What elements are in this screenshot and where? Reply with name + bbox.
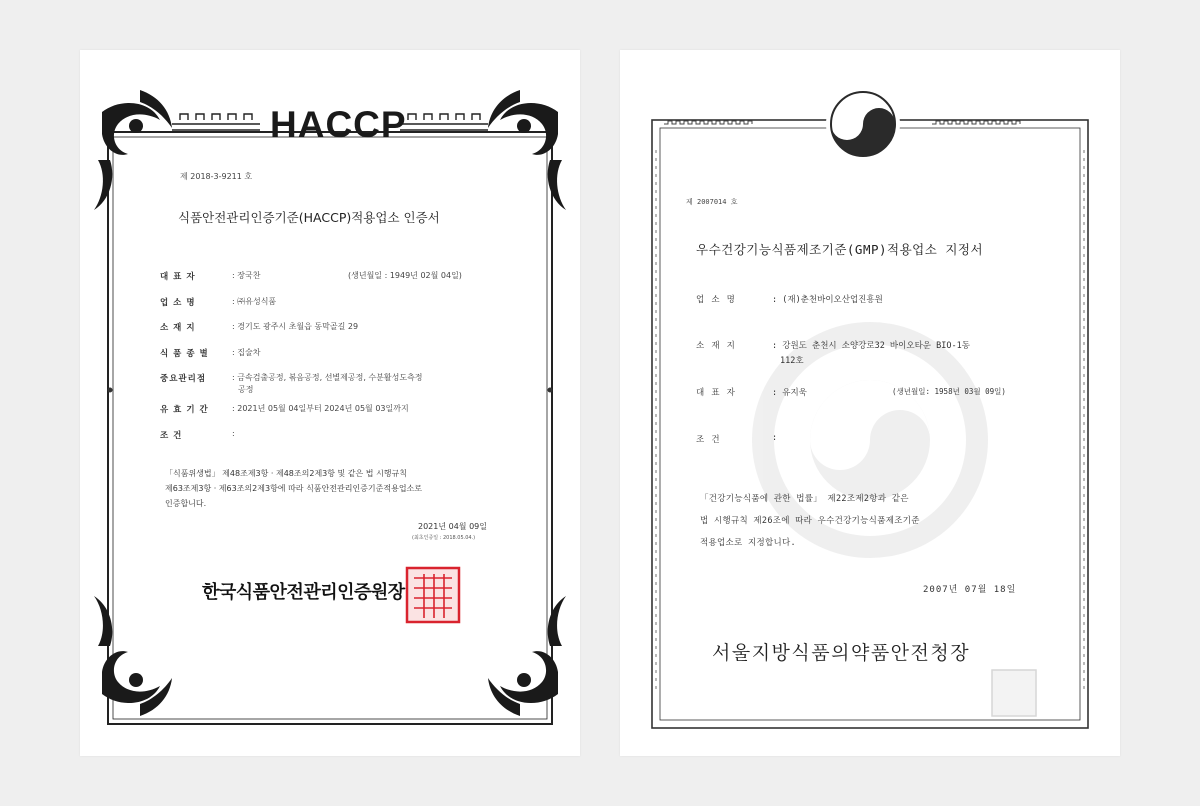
- field-value-business-name: : (재)춘천바이오산업진흥원: [772, 295, 883, 305]
- field-label-business-name: 업 소 명: [160, 298, 196, 308]
- field-value-conditions: :: [772, 433, 778, 443]
- body-text-line: 「식품위생법」 제48조제3항 · 제48조의2제3항 및 같은 법 시행규칙: [165, 469, 407, 478]
- issuer-name: 서울지방식품의약품안전청장: [712, 642, 971, 664]
- field-value-conditions: :: [232, 429, 235, 438]
- gmp-certificate: [620, 50, 1120, 756]
- field-value-address: : 경기도 광주시 초월읍 동막골길 29: [232, 322, 359, 331]
- title-meander-left: [172, 114, 260, 130]
- field-value-food-type: : 집술차: [232, 348, 261, 357]
- field-extra-birthdate: (생년월일: 1958년 03월 09일): [892, 387, 1006, 396]
- body-text-line: 적용업소로 지정합니다.: [700, 538, 796, 548]
- field-value-address-cont: 112호: [780, 356, 804, 366]
- body-text-line: 제63조제3항 · 제63조의2제3항에 따라 식품안전관리인증기준적용업소로: [165, 484, 422, 493]
- field-label-representative: 대 표 자: [160, 272, 196, 282]
- field-extra-birthdate: (생년월일 : 1949년 02월 04일): [348, 271, 462, 280]
- body-text-line: 법 시행규칙 제26조에 따라 우수건강기능식품제조기준: [700, 516, 920, 526]
- government-emblem: [829, 90, 897, 158]
- certificate-number: 제 2018-3-9211 호: [180, 172, 253, 181]
- field-label-address: 소 재 지: [160, 323, 196, 333]
- field-value-address: : 강원도 춘천시 소양강로32 바이오타운 BIO-1동: [772, 341, 970, 351]
- body-text-line: 인증합니다.: [165, 499, 207, 508]
- certificate-heading: 우수건강기능식품제조기준(GMP)적용업소 지정서: [696, 242, 984, 257]
- certificate-heading: 식품안전관리인증기준(HACCP)적용업소 인증서: [178, 210, 440, 225]
- field-value-critical-control-points: : 금속검출공정, 볶음공정, 선별제공정, 수분활성도측정: [232, 373, 423, 382]
- field-value-validity: : 2021년 05월 04일부터 2024년 05월 03일까지: [232, 404, 409, 413]
- field-label-conditions: 조 건: [160, 431, 183, 441]
- first-certification-date: (최초인증일 : 2018.05.04.): [412, 535, 476, 541]
- issue-date: 2021년 04월 09일: [418, 522, 487, 531]
- faint-seal-stamp: [992, 670, 1036, 716]
- field-value-representative: : 장국찬: [232, 271, 261, 280]
- corner-ornament-bottom-right: [488, 596, 566, 716]
- issue-date: 2007년 07월 18일: [923, 585, 1017, 595]
- issuer-name: 한국식품안전관리인증원장: [202, 582, 405, 603]
- field-label-address: 소 재 지: [696, 341, 736, 351]
- red-seal-stamp: [407, 568, 459, 622]
- haccp-certificate: [80, 50, 580, 756]
- field-value-representative: : 유지욱: [772, 388, 807, 398]
- field-value-critical-control-points-cont: 공정: [238, 385, 254, 394]
- field-label-validity: 유 효 기 간: [160, 405, 209, 415]
- field-label-conditions: 조 건: [696, 435, 721, 445]
- field-label-business-name: 업 소 명: [696, 295, 736, 305]
- certificate-number: 제 2007014 호: [686, 198, 738, 206]
- field-value-business-name: : ㈜유성식품: [232, 297, 277, 306]
- title-meander-right: [400, 114, 488, 130]
- body-text-line: 「건강기능식품에 관한 법률」 제22조제2항과 같은: [700, 494, 909, 504]
- corner-ornament-top-left: [94, 90, 172, 210]
- field-label-critical-control-points: 중요관리점: [160, 374, 207, 384]
- corner-ornament-top-right: [488, 90, 566, 210]
- certificate-logo-title: HACCP: [270, 104, 407, 145]
- field-label-food-type: 식 품 종 별: [160, 349, 209, 359]
- field-label-representative: 대 표 자: [696, 388, 736, 398]
- corner-ornament-bottom-left: [94, 596, 172, 716]
